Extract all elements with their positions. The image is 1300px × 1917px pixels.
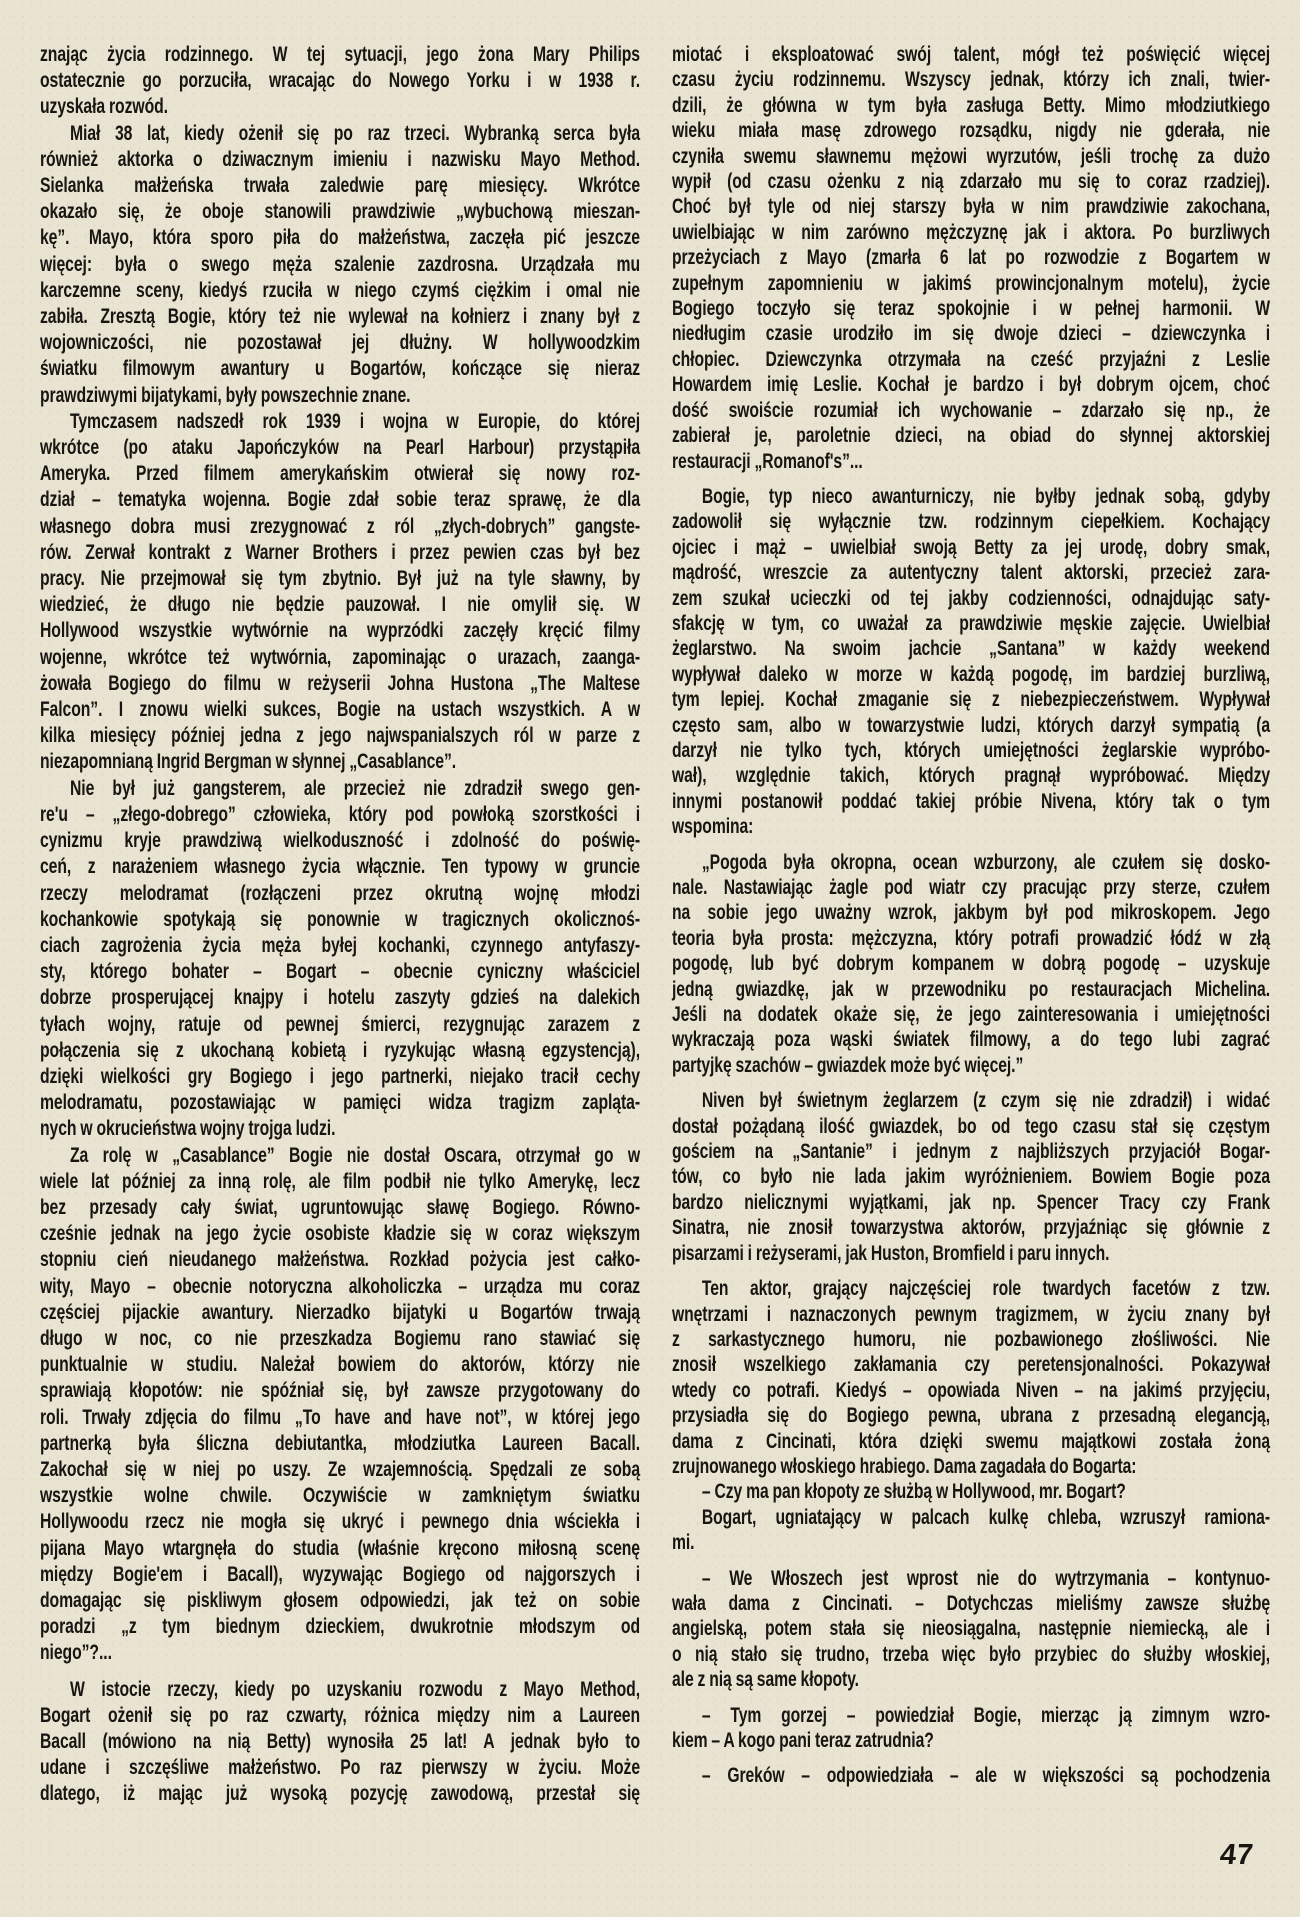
paragraph: [40, 1143, 640, 1667]
text-line: znając życia rodzinnego. W tej sytuacji, jego żona Mary Philips: [40, 43, 640, 66]
text-line: ciach zagrożenia życia męża byłej kochanki, czynnego antyfaszy-: [40, 933, 640, 957]
text-line: okazało się, że oboje stanowili prawdziwie „wybuchową mieszan-: [40, 200, 640, 224]
text-line: Falcon”. I znowu wielki sukces, Bogie na ustach wszystkich. A w: [40, 698, 640, 722]
text-line: innymi postanowił poddać takiej próbie Nivena, który tak o tym: [672, 789, 1270, 813]
text-line: często sam, albo w towarzystwie ludzi, których darzył sympatią (a: [672, 713, 1270, 737]
text-line: mądrość, wreszcie za autentyczny talent aktorski, przecież zara-: [672, 561, 1270, 585]
text-line: chłopiec. Dziewczynka otrzymała na cześć przyjaźni z Leslie: [672, 347, 1270, 371]
paragraph: [40, 42, 640, 121]
text-line: udane i szczęśliwe małżeństwo. Po raz pierwszy w życiu. Może: [40, 1756, 640, 1780]
text-line: żeglarstwo. Na swoim jachcie „Santana” w każdy weekend: [672, 637, 1270, 661]
text-line: cynizmu kryje prawdziwą wielkoduszność i zdolność do poświę-: [40, 829, 640, 853]
text-line: kę”. Mayo, która sporo piła do małżeństwa, zaczęła pić jeszcze: [40, 226, 640, 250]
text-line: tyłach wojny, ratuje od pewnej śmierci, rezygnując zarazem z: [40, 1012, 640, 1036]
text-line: pogodę, lub być dobrym kompanem w dobrą pogodę – uzyskuje: [672, 952, 1270, 976]
text-line: wykraczają poza wąski światek filmowy, a do tego lubi zagrać: [672, 1028, 1270, 1052]
text-line: nych w okrucieństwa wojny trojga ludzi.: [40, 1117, 336, 1141]
text-line: wtedy co potrafi. Kiedyś – opowiada Niven – na jakimś przyjęciu,: [672, 1378, 1270, 1402]
text-line: z sarkastycznego humoru, nie pozbawionego złośliwości. Nie: [672, 1327, 1270, 1351]
page-number: 47: [1218, 1839, 1255, 1871]
text-line: ale z nią są same kłopoty.: [672, 1668, 859, 1692]
text-line: angielską, potem stała się nieosiągalna, następnie niemiecką, ale i: [672, 1617, 1270, 1641]
text-line: zem szukał ucieczki od tej jakby codzienności, odnajdując saty-: [672, 586, 1270, 610]
text-line: o nią stało się trudno, trzeba więc było przybiec do służby włoskiej,: [672, 1642, 1270, 1666]
text-line: ostatecznie go porzuciła, wracając do Nowego Yorku i w 1938 r.: [40, 69, 640, 93]
text-line: Miał 38 lat, kiedy ożenił się po raz trzeci. Wybranką serca była: [70, 121, 640, 145]
text-line: ojciec i mąż – uwielbiał swoją Betty za jej urodę, dobry smak,: [672, 535, 1270, 559]
text-line: pracy. Nie przejmował się tym zbytnio. Był już na tyle sławny, by: [40, 567, 640, 591]
text-line: dzięki wielkości gry Bogiego i jego partnerki, niejako tracił cechy: [40, 1064, 640, 1088]
text-line: wkrótce (po ataku Japończyków na Pearl Harbour) przystąpiła: [40, 436, 640, 460]
text-line: stopniu cień nieudanego małżeństwa. Rozkład pożycia jest całko-: [40, 1248, 640, 1272]
text-line: na sobie jego uważny wzrok, jakbym był pod mikroskopem. Jego: [672, 901, 1270, 925]
text-line: nale. Nastawiając żagle pod wiatr czy pracując przy sterze, czułem: [672, 876, 1270, 899]
paragraph: [672, 850, 1270, 1079]
text-line: długo w noc, co nie przeszkadza Bogiemu rano stawiać się: [40, 1326, 640, 1350]
paragraph: [672, 1479, 1270, 1504]
text-line: między Bogie'em i Bacall), wyzywając Bogiego od najgorszych i: [40, 1562, 640, 1586]
text-line: darzył nie tylko tych, których umiejętności żeglarskie wypróbo-: [672, 738, 1270, 762]
text-line: własnego dobra musi zrezygnować z ról „złych-dobrych” gangste-: [40, 514, 640, 538]
text-line: miotać i eksploatować swój talent, mógł też poświęcić więcej: [672, 43, 1270, 66]
text-line: – Greków – odpowiedziała – ale w większości są pochodzenia: [701, 1764, 1270, 1788]
text-line: „Pogoda była okropna, ocean wzburzony, ale czułem się dosko-: [701, 850, 1270, 874]
text-line: Bogart, ugniatający w palcach kulkę chleba, wzruszył ramiona-: [701, 1505, 1270, 1529]
text-line: również aktorka o dziwacznym imieniu i nazwisku Mayo Method.: [40, 147, 640, 171]
text-line: – Tym gorzej – powiedział Bogie, mierząc ją zimnym wzro-: [701, 1703, 1270, 1727]
paragraph: [672, 484, 1270, 840]
text-line: tym lepiej. Kochał zmaganie się z niebezpieczeństwem. Wypływał: [672, 688, 1270, 712]
text-line: teoria była prosta: mężczyzna, który potrafi prowadzić łódź w złą: [672, 926, 1270, 950]
paragraph: [40, 776, 640, 1143]
text-line: niego”?...: [40, 1641, 112, 1665]
text-line: uzyskała rozwód.: [40, 95, 168, 119]
paragraph: [40, 409, 640, 776]
text-line: Jeśli na dodatek okaże się, że jego zainteresowania i umiejętności: [672, 1003, 1270, 1027]
text-line: – We Włoszech jest wprost nie do wytrzymania – kontynuo-: [701, 1566, 1270, 1590]
paragraph: [672, 1088, 1270, 1266]
text-line: karczemne sceny, kiedyś rzuciła w niego czymś ciężkim i omal nie: [40, 278, 640, 302]
text-line: bez przesady cały świat, ugruntowując sławę Bogiego. Równo-: [40, 1195, 640, 1219]
paragraph: [672, 1276, 1270, 1479]
text-line: partnerką była śliczna debiutantka, młodziutka Laureen Bacall.: [40, 1431, 640, 1455]
text-line: Niven był świetnym żeglarzem (z czym się nie zdradził) i widać: [701, 1089, 1270, 1113]
text-line: Sielanka małżeńska trwała zaledwie parę miesięcy. Wkrótce: [40, 174, 640, 198]
text-line: dość swoiście rozumiał ich wychowanie – zdarzało się np., że: [672, 398, 1270, 422]
text-line: dlatego, iż mając już wysoką pozycję zawodową, przestał się: [40, 1782, 640, 1806]
text-line: Nie był już gangsterem, ale przecież nie zdradził swego gen-: [70, 776, 640, 800]
text-line: dobrze prosperującej knajpy i hotelu zaszyty gdzieś na dalekich: [40, 986, 640, 1010]
text-line: rów. Zerwał kontrakt z Warner Brothers i przez pewien czas był bez: [40, 540, 640, 564]
text-line: wypływał daleko w morze w każdą pogodę, im bardziej burzliwą,: [672, 662, 1270, 686]
text-line: uwielbiając w nim zarówno mężczyznę jak i aktora. Po burzliwych: [672, 220, 1270, 244]
column-left: [40, 42, 640, 1808]
text-line: zabierał je, paroletnie dzieci, na obiad do słynnej aktorskiej: [672, 424, 1270, 448]
text-line: dzili, że główna w tym była zasługa Betty. Mimo młodziutkiego: [672, 93, 1270, 117]
text-line: wiedzieć, że długo nie będzie pauzował. I nie omylił się. W: [40, 593, 640, 617]
text-line: wiele lat później za inną rolę, ale film podbił nie tylko Amerykę, lecz: [40, 1169, 640, 1193]
text-line: prawdziwymi bijatykami, były powszechnie znane.: [40, 383, 411, 407]
text-line: wała dama z Cincinati. – Dotychczas mieliśmy zawsze służbę: [672, 1591, 1270, 1615]
text-line: Hollywoodu rzecz nie mogła się ukryć i pewnego dnia wściekła i: [40, 1510, 640, 1534]
paragraph: [672, 1703, 1270, 1754]
text-line: restauracji „Romanof's”...: [672, 449, 863, 473]
text-line: sprawiają kłopotów: nie spóźniał się, był zawsze przygotowany do: [40, 1379, 640, 1403]
text-line: ceń, z narażeniem własnego życia włącznie. Ten typowy w gruncie: [40, 855, 640, 879]
text-line: domagając się piskliwym głosem odpowiedzi, jak też on sobie: [40, 1588, 640, 1612]
text-line: dama z Cincinati, która dzięki swemu majątkowi została żoną: [672, 1429, 1270, 1453]
text-line: dostał pożądaną ilość gwiazdek, bo od tego czasu stał się częstym: [672, 1114, 1270, 1138]
text-line: re'u – „złego-dobrego” człowieka, który pod powłoką szorstkości i: [40, 802, 640, 826]
text-line: rzeczy melodramat (rozłączeni przez okrutną wojnę młodzi: [40, 881, 640, 905]
text-line: sfakcję w tym, co uważał za prawdziwie męskie zajęcie. Uwielbiał: [672, 611, 1270, 635]
text-line: dział – tematyka wojenna. Bogie zdał sobie teraz sprawę, że dla: [40, 488, 640, 512]
text-line: roli. Trwały zdjęcia do filmu „To have and have not”, w której jego: [40, 1405, 640, 1429]
text-line: poradzi „z tym biednym dzieckiem, dwukrotnie młodszym od: [40, 1615, 640, 1639]
text-line: cześnie jednak na jego życie osobiste kładzie się w coraz większym: [40, 1222, 640, 1246]
text-line: wieku miała masę zdrowego rozsądku, nigdy nie gderała, nie: [672, 119, 1270, 143]
text-line: kilka miesięcy później jedna z jego najwspanialszych ról w parze z: [40, 724, 640, 748]
text-line: Ten aktor, grający najczęściej role twardych facetów z tzw.: [701, 1277, 1270, 1301]
text-line: częściej pijackie awantury. Nierzadko bijatyki u Bogartów trwają: [40, 1300, 640, 1324]
text-line: czyniła swemu sławnemu mężowi wyrzutów, jeśli trochę za dużo: [672, 144, 1270, 168]
text-line: czasu życiu rodzinnemu. Wszyscy jednak, którzy ich znali, twier-: [672, 68, 1270, 92]
text-line: wojowniczości, nie pozostawał jej dłużny. W hollywoodzkim: [40, 331, 640, 355]
text-line: znosił wszelkiego zakłamania czy peretensjonalności. Pokazywał: [672, 1353, 1270, 1377]
text-line: zrujnowanego włoskiego hrabiego. Dama zagadała do Bogarta:: [672, 1454, 1137, 1478]
text-line: Sinatra, nie znosił towarzystwa aktorów, przyjaźniąc się głównie z: [672, 1216, 1270, 1240]
text-line: przysiadła się do Bogiego pewna, ubrana z przesadną elegancją,: [672, 1404, 1270, 1428]
text-line: wał), względnie takich, których pragnął wypróbować. Między: [672, 764, 1270, 788]
text-line: wojenne, wkrótce też wytwórnia, zapominając o urazach, zaanga-: [40, 645, 640, 669]
paragraph: [672, 1763, 1270, 1788]
text-line: punktualnie w studiu. Należał bowiem do aktorów, którzy nie: [40, 1353, 640, 1377]
paragraph: [672, 42, 1270, 474]
text-line: kochankowie spotykają się ponownie w tragicznych okolicznoś-: [40, 907, 640, 931]
text-line: – Czy ma pan kłopoty ze służbą w Hollywood, mr. Bogart?: [701, 1480, 1126, 1504]
text-line: światku filmowym awantury u Bogartów, kończące się nieraz: [40, 357, 640, 381]
text-line: wity, Mayo – obecnie notoryczna alkoholiczka – urządza mu coraz: [40, 1274, 640, 1298]
text-line: zabiła. Zresztą Bogie, który też nie wylewał na kołnierz i znany był z: [40, 305, 640, 329]
text-line: zupełnym zapomnieniu w jakimś prowincjonalnym motelu), życie: [672, 271, 1270, 295]
text-line: kiem – A kogo pani teraz zatrudnia?: [672, 1729, 934, 1752]
paragraph: [40, 121, 640, 409]
text-line: bardzo nielicznymi wyjątkami, jak np. Spencer Tracy czy Frank: [672, 1190, 1270, 1214]
text-line: Bogart ożenił się po raz czwarty, różnica między nim a Laureen: [40, 1703, 640, 1727]
text-line: W istocie rzeczy, kiedy po uzyskaniu rozwodu z Mayo Method,: [70, 1677, 640, 1701]
text-line: melodramatu, pozostawiając w pamięci widza tragizm zapląta-: [40, 1091, 640, 1115]
text-line: przeżyciach z Mayo (zmarła 6 lat po rozwodzie z Bogartem w: [672, 246, 1270, 270]
paragraph: [672, 1566, 1270, 1693]
text-line: mi.: [672, 1531, 695, 1555]
text-line: Choć był tyle od niej starszy była w nim prawdziwie zakochana,: [672, 195, 1270, 219]
text-line: Hollywood wszystkie wytwórnie na wyprzódki zaczęły kręcić filmy: [40, 619, 640, 643]
text-line: pijana Mayo wtargnęła do studia (właśnie kręcono miłosną scenę: [40, 1536, 640, 1560]
text-line: pisarzami i reżyserami, jak Huston, Bromfield i paru innych.: [672, 1241, 1110, 1265]
text-line: gościem na „Santanie” i jednym z najbliższych przyjaciół Bogar-: [672, 1140, 1270, 1164]
paragraph: [40, 1677, 640, 1808]
text-line: jedną gwiazdkę, jak w przewodniku po restauracjach Michelina.: [672, 977, 1270, 1001]
text-line: Ameryka. Przed filmem amerykańskim otwierał się nowy roz-: [40, 462, 640, 486]
text-line: niedługim czasie urodziło im się dwoje dzieci – dziewczynka i: [672, 322, 1270, 346]
paragraph: [672, 1505, 1270, 1556]
text-line: zadowolił się wyłącznie tzw. rodzinnym ciepełkiem. Kochający: [672, 510, 1270, 534]
text-line: Zakochał się w niej po uszy. Ze wzajemnością. Spędzali ze sobą: [40, 1457, 640, 1481]
text-line: żowała Bogiego do filmu w reżyserii Johna Hustona „The Maltese: [40, 671, 640, 695]
text-line: Bogie, typ nieco awanturniczy, nie byłby jednak sobą, gdyby: [701, 484, 1270, 508]
text-line: Howardem imię Leslie. Kochał je bardzo i był dobrym ojcem, choć: [672, 373, 1270, 397]
text-line: wspomina:: [672, 815, 754, 839]
text-line: wszystkie wolne chwile. Oczywiście w zamkniętym światku: [40, 1484, 640, 1508]
text-line: wnętrzami i naznaczonych pewnym tragizmem, w życiu znany był: [672, 1302, 1270, 1326]
text-line: więcej: była o swego męża szalenie zazdrosna. Urządzała mu: [40, 252, 640, 276]
text-line: Tymczasem nadszedł rok 1939 i wojna w Europie, do której: [70, 409, 640, 433]
text-line: sty, którego bohater – Bogart – obecnie cyniczny właściciel: [40, 960, 640, 984]
text-line: połączenia się z ukochaną kobietą i ryzykując własną egzystencją),: [40, 1038, 640, 1062]
text-line: Bogiego toczyło się teraz spokojnie i w pełnej harmonii. W: [672, 297, 1270, 321]
text-line: wypił (od czasu ożenku z nią zdarzało mu się to coraz rzadziej).: [672, 170, 1270, 194]
text-line: Bacall (mówiono na nią Betty) wynosiła 25 lat! A jednak było to: [40, 1730, 640, 1753]
text-line: partyjkę szachów – gwiazdek może być więcej.”: [672, 1053, 1024, 1077]
text-line: tów, co było nie lada jakim wyróżnieniem. Bowiem Bogie poza: [672, 1165, 1270, 1189]
text-line: Za rolę w „Casablance” Bogie nie dostał Oscara, otrzymał go w: [70, 1143, 640, 1167]
text-line: niezapomnianą Ingrid Bergman w słynnej „Casablance”.: [40, 750, 457, 774]
column-right: [672, 42, 1270, 1789]
